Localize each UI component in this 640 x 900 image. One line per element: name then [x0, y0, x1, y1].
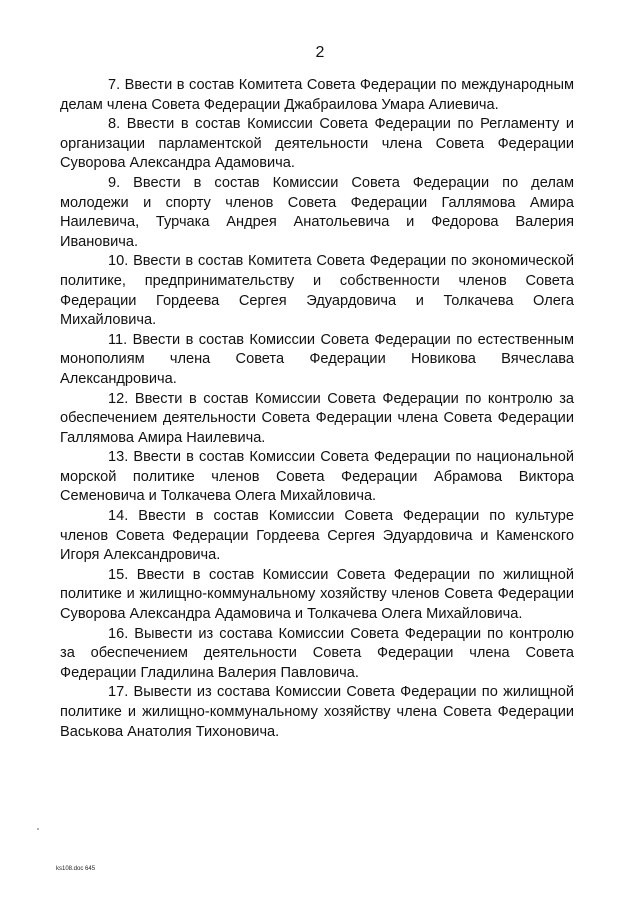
paragraph-14: 14. Ввести в состав Комиссии Совета Федерации по культуре членов Совета Федерации Гордеева Сергея Эдуардовича и Каменского Игоря Александровича. [60, 508, 574, 564]
footer-file-code: ks108.doc 645 [56, 866, 96, 872]
paragraph-13: 13. Ввести в состав Комиссии Совета Федерации по национальной морской политике членов Совета Федерации Абрамова Виктора Семеновича и Толкачева Олега Михайловича. [60, 449, 574, 505]
paragraph-16: 16. Вывести из состава Комиссии Совета Федерации по контролю за обеспечением деятельности Совета Федерации члена Совета Федерации Гладилина Валерия Павловича. [60, 625, 574, 681]
margin-dot [37, 828, 39, 830]
paragraph-17: 17. Вывести из состава Комиссии Совета Федерации по жилищной политике и жилищно-коммунальному хозяйству члена Совета Федерации Васькова Анатолия Тихоновича. [60, 684, 574, 740]
paragraph-8: 8. Ввести в состав Комиссии Совета Федерации по Регламенту и организации парламентской деятельности члена Совета Федерации Суворова Александра Адамовича. [60, 116, 574, 172]
paragraph-9: 9. Ввести в состав Комиссии Совета Федерации по делам молодежи и спорту членов Совета Федерации Галлямова Амира Наилевича, Турчака Андрея Анатольевича и Федорова Валерия Ивановича. [60, 174, 574, 250]
paragraph-15: 15. Ввести в состав Комиссии Совета Федерации по жилищной политике и жилищно-коммунальному хозяйству членов Совета Федерации Суворова Александра Адамовича и Толкачева Олега Михайловича. [60, 566, 574, 623]
document-body [60, 76, 574, 742]
paragraph-10: 10. Ввести в состав Комитета Совета Федерации по экономической политике, предпринимательству и собственности членов Совета Федерации Гордеева Сергея Эдуардовича и Толкачева Олега Михайловича. [60, 253, 574, 329]
paragraph-7: 7. Ввести в состав Комитета Совета Федерации по международным делам члена Совета Федерации Джабраилова Умара Алиевича. [60, 77, 574, 113]
paragraph-12: 12. Ввести в состав Комиссии Совета Федерации по контролю за обеспечением деятельности Совета Федерации члена Совета Федерации Галлямова Амира Наилевича. [60, 390, 574, 446]
page-number: 2 [315, 44, 325, 61]
paragraph-11: 11. Ввести в состав Комиссии Совета Федерации по естественным монополиям члена Совета Федерации Новикова Вячеслава Александровича. [60, 331, 574, 387]
